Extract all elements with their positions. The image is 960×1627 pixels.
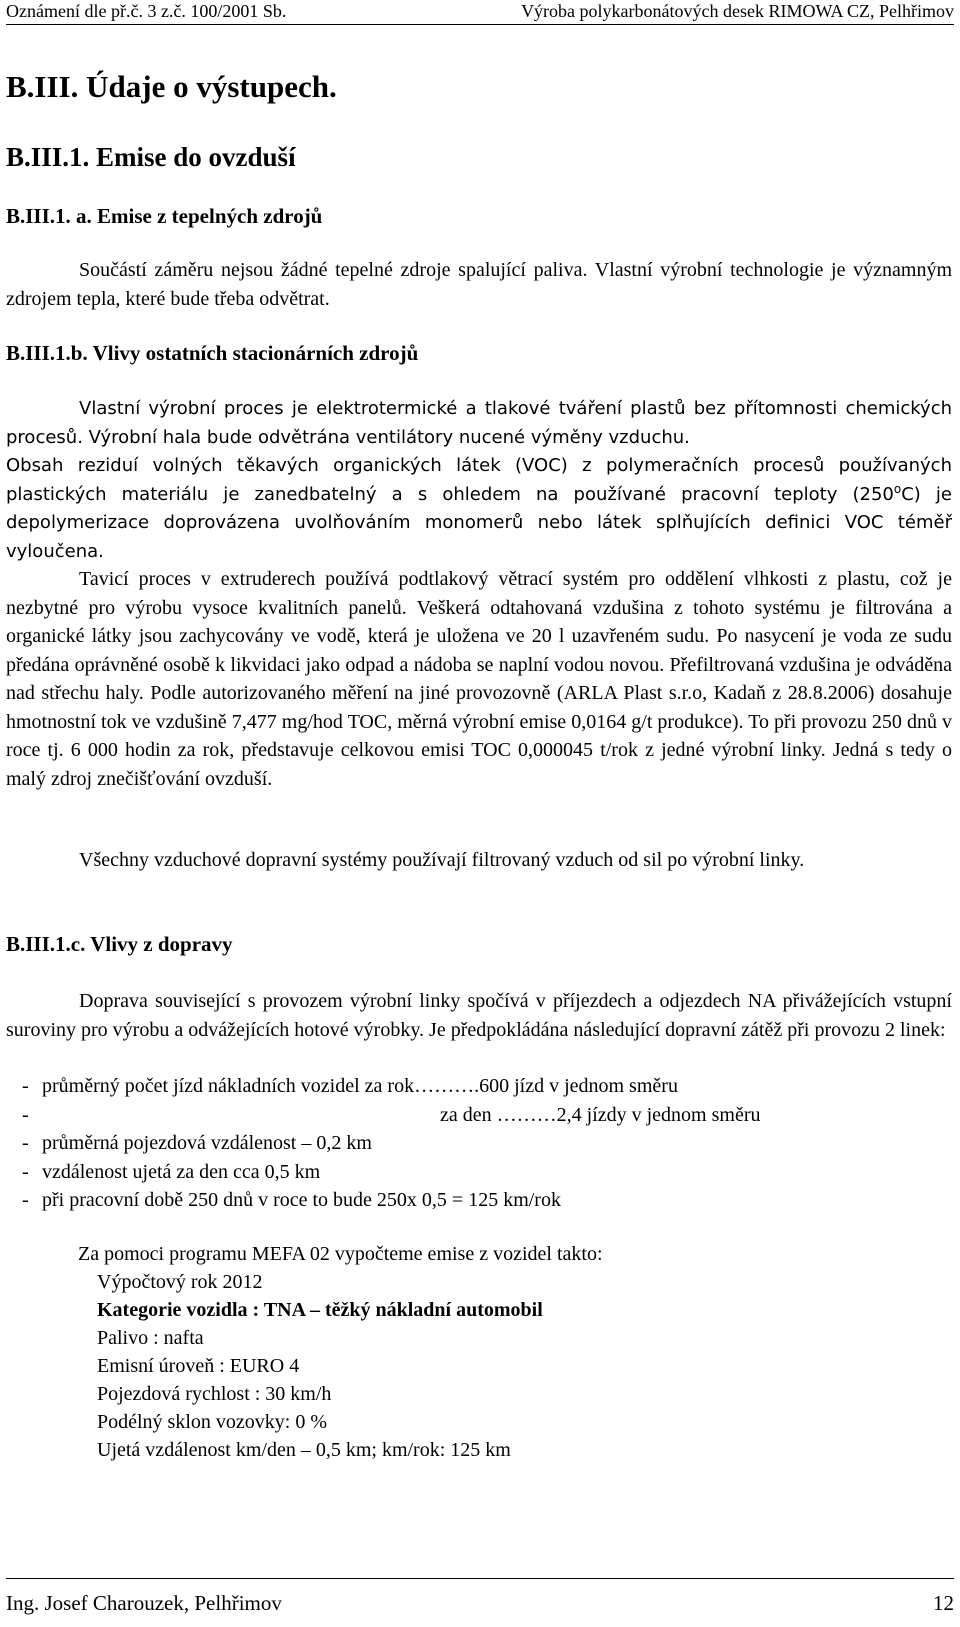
mefa-calculation-block xyxy=(78,1240,603,1464)
calc-intro: Za pomoci programu MEFA 02 vypočteme emise z vozidel takto: xyxy=(78,1243,603,1265)
subsection-heading-b: B.III.1.b. Vlivy ostatních stacionárních zdrojů xyxy=(6,341,419,365)
subsection-heading-c: B.III.1.c. Vlivy z dopravy xyxy=(6,932,233,956)
calc-vehicle-category: Kategorie vozidla : TNA – těžký nákladní automobil xyxy=(97,1299,543,1321)
page-header xyxy=(6,0,954,25)
calc-speed: Pojezdová rychlost : 30 km/h xyxy=(97,1383,332,1405)
list-item: - průměrný počet jízd nákladních vozidel za rok……….600 jízd v jednom směru xyxy=(22,1075,678,1097)
calc-emission-level: Emisní úroveň : EURO 4 xyxy=(97,1355,300,1377)
traffic-load-list xyxy=(22,1072,761,1215)
paragraph-traffic: Doprava související s provozem výrobní linky spočívá v příjezdech a odjezdech NA přivážejících vstupní suroviny pro výrobu a odvážejících hotové výrobky. Je předpokládána následující dopravní zátěž při provozu 2 linek: xyxy=(6,990,952,1041)
paragraph-production-process: Vlastní výrobní proces je elektrotermické a tlakové tváření plastů bez přítomnosti chemických procesů. Výrobní hala bude odvětrána ventilátory nucené výměny vzduchu. xyxy=(6,398,952,448)
calc-slope: Podélný sklon vozovky: 0 % xyxy=(97,1411,327,1433)
header-document-reference: Oznámení dle př.č. 3 z.č. 100/2001 Sb. xyxy=(6,1,287,21)
calc-year: Výpočtový rok 2012 xyxy=(97,1271,263,1293)
footer-author: Ing. Josef Charouzek, Pelhřimov xyxy=(6,1591,282,1615)
header-project-title: Výroba polykarbonátových desek RIMOWA CZ, Pelhřimov xyxy=(521,1,954,21)
page-number: 12 xyxy=(933,1591,954,1615)
subsection-heading-a: B.III.1. a. Emise z tepelných zdrojů xyxy=(6,204,323,228)
calc-distance: Ujetá vzdálenost km/den – 0,5 km; km/rok: 125 km xyxy=(97,1439,511,1461)
paragraph-extruder-process: Tavicí proces v extruderech používá podtlakový větrací systém pro oddělení vlhkosti z plastu, což je nezbytné pro výrobu vysoce kvalitních panelů. Veškerá odtahovaná vzdušina z tohoto systému je filtrována a organické látky jsou zachycovány ve vodě, která je uložena ve 20 l uzavřeném sudu. Po nasycení je voda ze sudu předána oprávněné osobě k likvidaci jako odpad a nádoba se naplní vodou novou. Přefiltrovaná vzdušina je odváděna nad střechu haly. Podle autorizovaného měření na jiné provozovně (ARLA Plast s.r.o, Kadaň z 28.8.2006) dosahuje hmotnostní tok ve vzdušině 7,477 mg/hod TOC, měrná výrobní emise 0,0164 g/t produkce). To při provozu 250 dnů v roce tj. 6 000 hodin za rok, představuje celkovou emisi TOC 0,000045 t/rok z jedné výrobní linky. Jedná s tedy o malý zdroj znečišťování ovzduší. xyxy=(6,568,952,790)
list-item: - průměrná pojezdová vzdálenost – 0,2 km xyxy=(22,1132,372,1154)
section-heading-b3-1: B.III.1. Emise do ovzduší xyxy=(6,142,296,172)
paragraph-voc-residues: Obsah reziduí volných těkavých organických látek (VOC) z polymeračních procesů používaných plastických materiálu je zanedbatelný a s ohledem na používané pracovní teploty (250$^o$C) je depolymerizace doprovázena uvolňováním monomerů nebo látek splňujících definici VOC téměř vyloučena. xyxy=(6,455,952,562)
list-item: - za den ………2,4 jízdy v jednom směru xyxy=(22,1103,761,1126)
list-item: - vzdálenost ujetá za den cca 0,5 km xyxy=(22,1160,321,1183)
section-heading-b3: B.III. Údaje o výstupech. xyxy=(6,69,337,104)
calc-fuel: Palivo : nafta xyxy=(97,1327,204,1349)
page-footer xyxy=(6,1578,954,1619)
paragraph-transport-systems: Všechny vzduchové dopravní systémy používají filtrovaný vzduch od sil po výrobní linky. xyxy=(79,849,805,871)
list-item: - při pracovní době 250 dnů v roce to bude 250x 0,5 = 125 km/rok xyxy=(22,1189,561,1211)
paragraph-thermal-sources: Součástí záměru nejsou žádné tepelné zdroje spalující paliva. Vlastní výrobní technologie je významným zdrojem tepla, které bude třeba odvětrat. xyxy=(6,259,952,310)
